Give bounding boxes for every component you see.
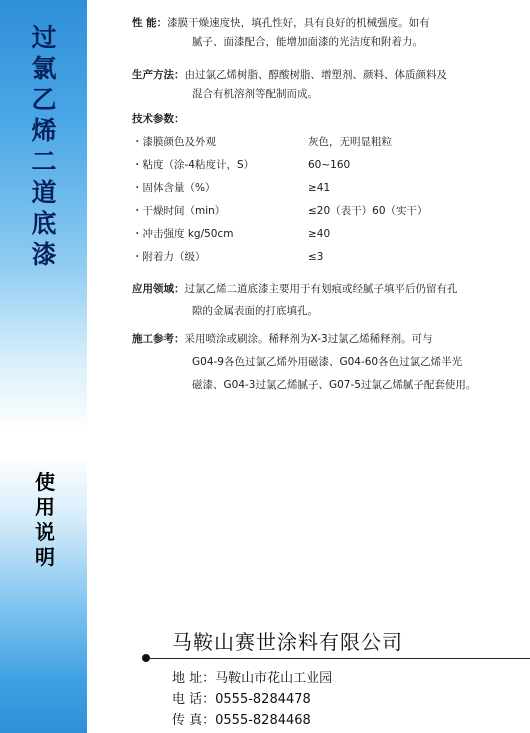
product-title	[22, 22, 66, 270]
address-line: 地 址：马鞍山市花山工业园	[172, 671, 333, 686]
tech-item-value: ≥40	[308, 228, 331, 240]
product-title-char: 过	[31, 23, 57, 52]
product-title-char: 底	[31, 209, 57, 238]
properties-section	[132, 14, 430, 33]
construction-text-line3: 磁漆、G04-3过氯乙烯腻子、G07-5过氯乙烯腻子配套使用。	[192, 379, 477, 391]
tech-item-value: ≤3	[308, 251, 324, 263]
properties-label: 性 能：	[132, 17, 168, 29]
construction-label: 施工参考：	[132, 333, 185, 345]
manual-subtitle	[28, 470, 62, 570]
tech-item-value: ≥41	[308, 182, 331, 194]
properties-text-line2: 腻子、面漆配合，能增加面漆的光洁度和附着力。	[192, 36, 423, 48]
tech-item-key: ・固体含量（%）	[132, 182, 216, 194]
manual-subtitle-char: 用	[35, 495, 55, 519]
tech-item-key: ・附着力（级）	[132, 251, 206, 263]
tech-label: 技术参数：	[132, 113, 185, 125]
application-text-line2: 隙的金属表面的打底填孔。	[192, 305, 318, 317]
manual-subtitle-char: 使	[35, 470, 55, 494]
application-text-line1: 过氯乙烯二道底漆主要用于有划痕或经腻子填平后仍留有孔	[184, 283, 458, 295]
application-label: 应用领域：	[132, 283, 185, 295]
product-title-char: 二	[31, 147, 57, 176]
tech-item-key: ・粘度（涂-4粘度计，S）	[132, 159, 255, 171]
tech-item-key: ・冲击强度 kg/50cm	[132, 228, 234, 240]
production-text-line1: 由过氯乙烯树脂、醇酸树脂、增塑剂、颜料、体质颜料及	[184, 69, 447, 81]
company-name: 马鞍山赛世涂料有限公司	[172, 630, 403, 654]
tech-item-key: ・干燥时间（min）	[132, 205, 226, 217]
tech-item-key: ・漆膜颜色及外观	[132, 136, 216, 148]
production-label: 生产方法：	[132, 69, 185, 81]
fax-line: 传 真：0555-8284468	[172, 713, 311, 728]
product-title-char: 烯	[31, 116, 57, 145]
manual-subtitle-char: 说	[35, 520, 55, 544]
production-text-line2: 混合有机溶剂等配制而成。	[192, 88, 318, 100]
product-title-char: 漆	[31, 240, 57, 269]
phone-line: 电 话：0555-8284478	[172, 692, 311, 707]
properties-text-line1: 漆膜干燥速度快，填孔性好，具有良好的机械强度。如有	[167, 17, 430, 29]
construction-text-line1: 采用喷涂或刷涂。稀释剂为X-3过氯乙烯稀释剂。可与	[184, 333, 433, 345]
manual-subtitle-char: 明	[35, 545, 55, 569]
divider-line	[148, 658, 530, 659]
construction-text-line2: G04-9各色过氯乙烯外用磁漆、G04-60各色过氯乙烯半光	[192, 356, 463, 368]
application-section	[132, 280, 458, 299]
tech-item-value: 60~160	[308, 159, 351, 171]
product-title-char: 乙	[31, 85, 57, 114]
tech-item-value: 灰色，无明显粗粒	[308, 136, 392, 148]
product-title-char: 氯	[31, 54, 57, 83]
construction-section	[132, 330, 433, 349]
tech-item-value: ≤20（表干）60（实干）	[308, 205, 428, 217]
product-title-char: 道	[31, 178, 57, 207]
production-section	[132, 66, 447, 85]
